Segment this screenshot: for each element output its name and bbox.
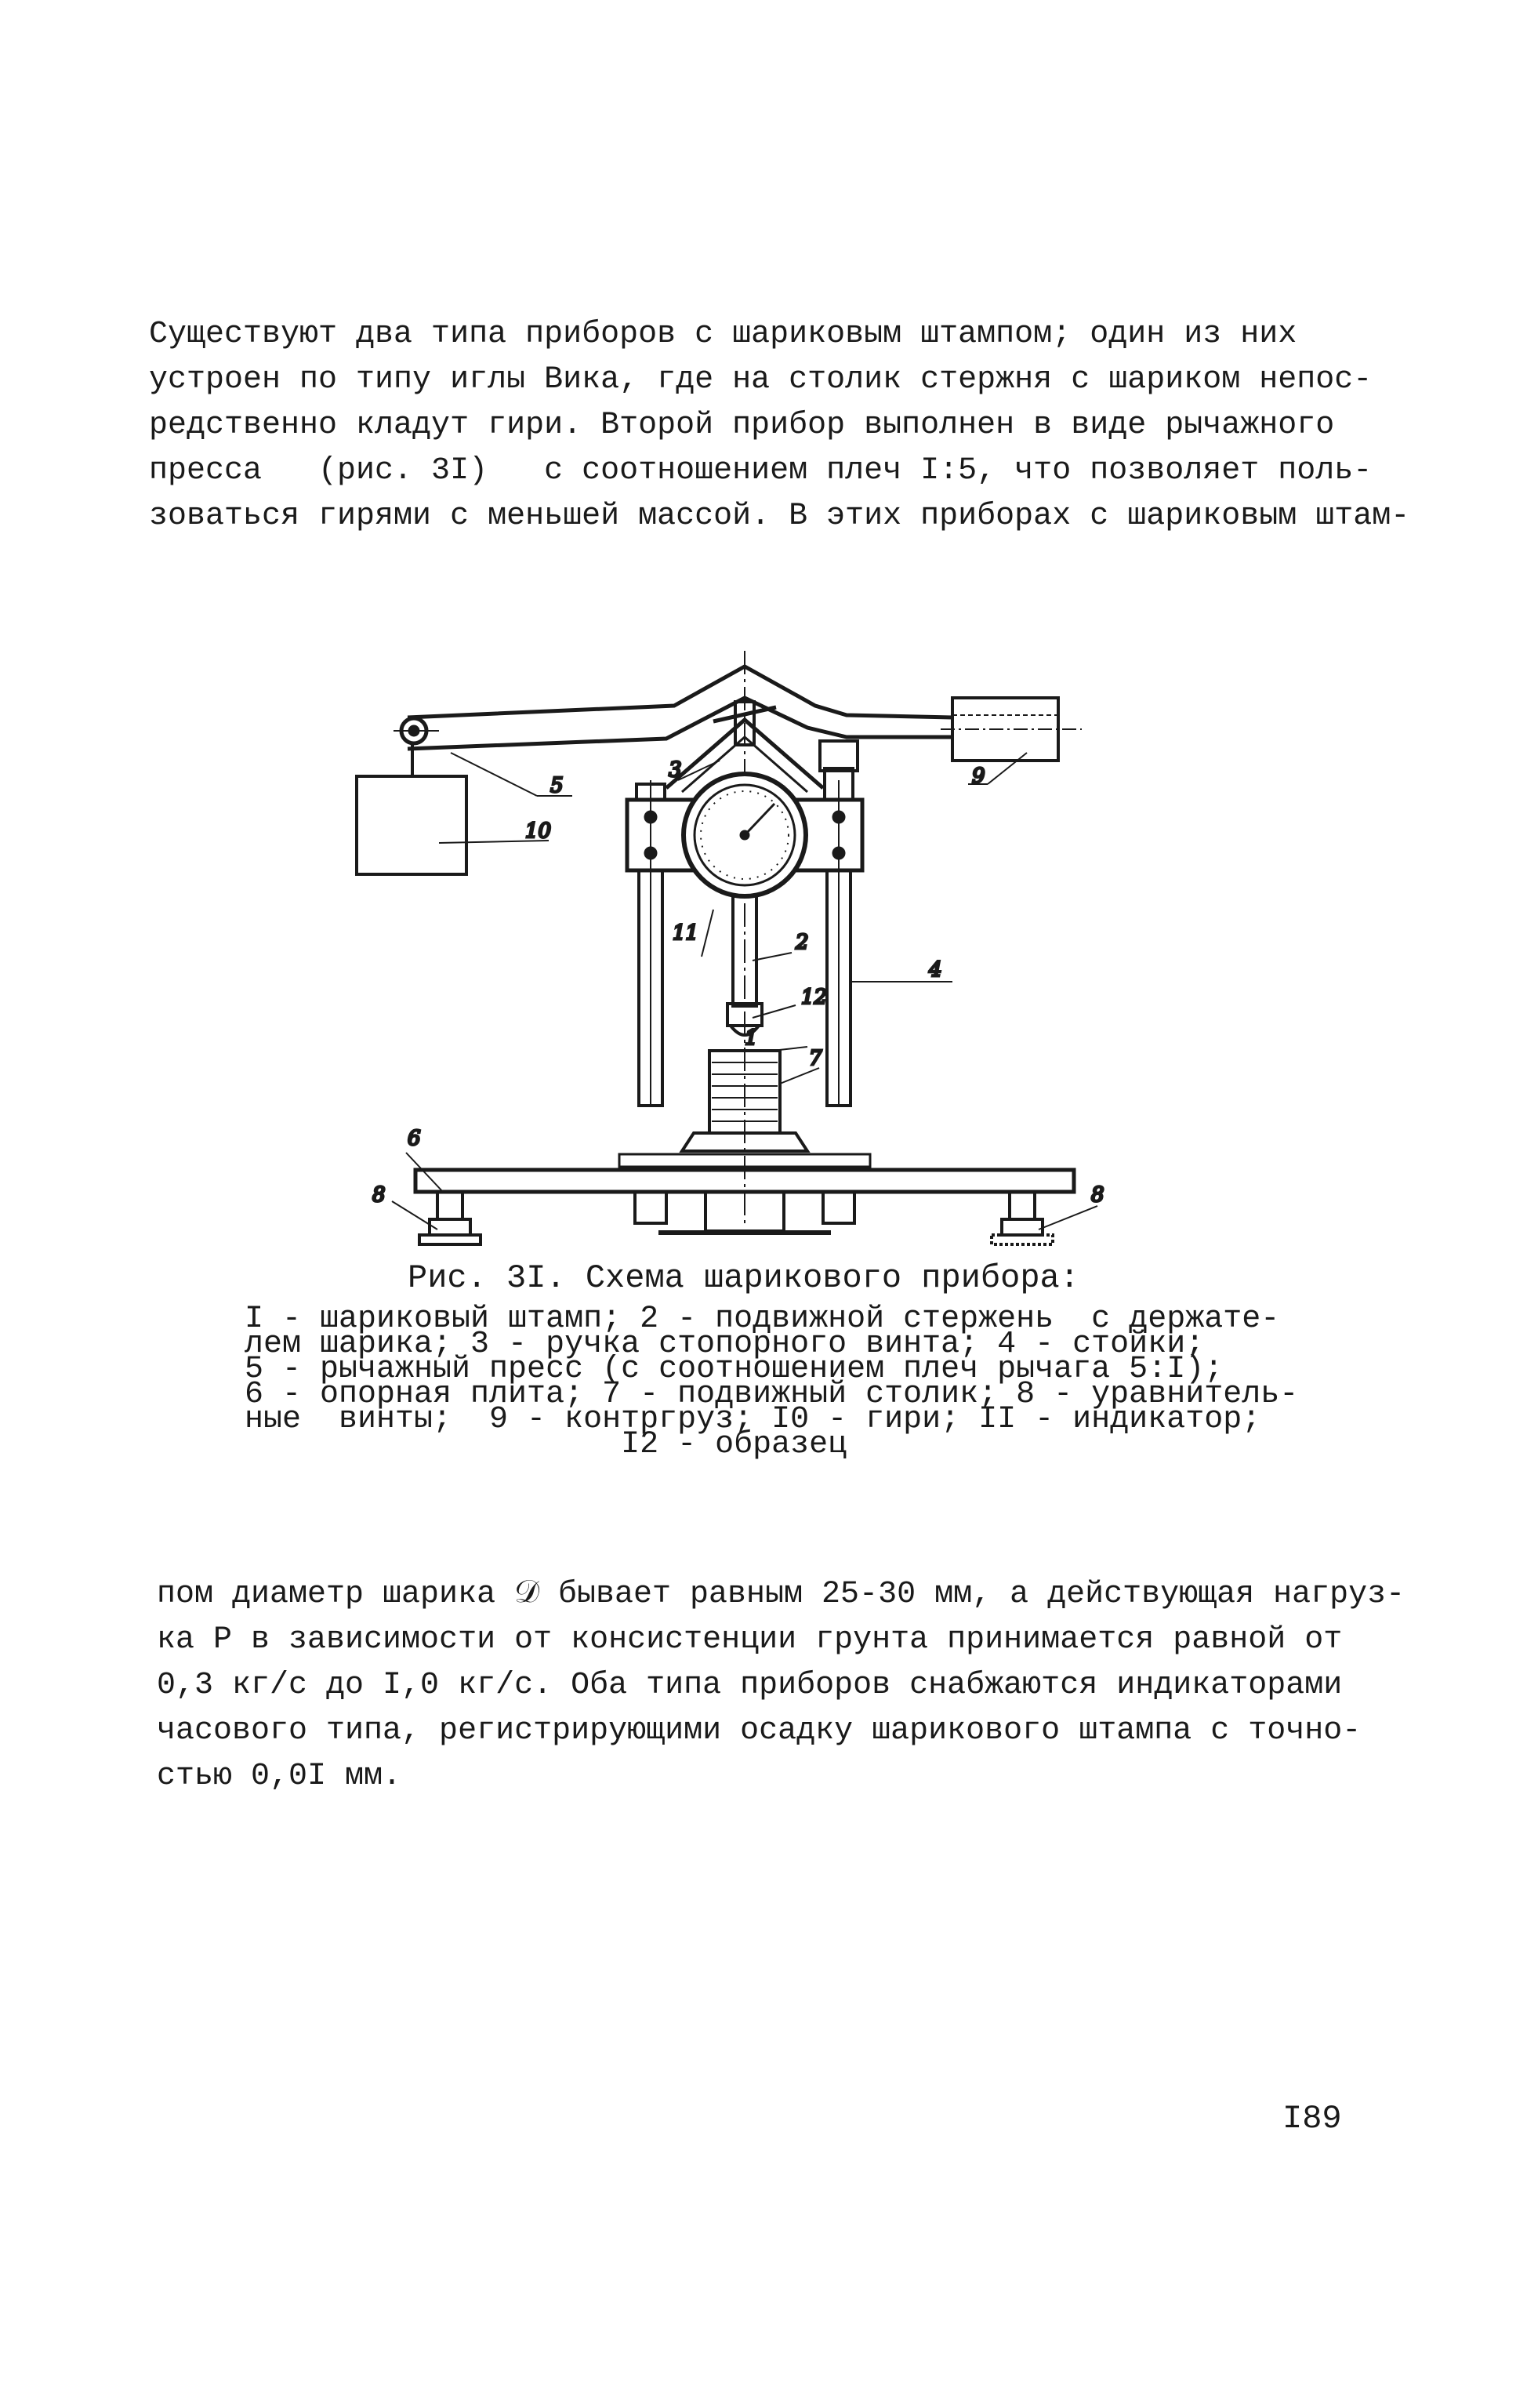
apparatus-schematic: [345, 643, 1144, 1247]
paragraph-bottom-line: часового типа, регистрирующими осадку шарикового штампа с точно-: [157, 1713, 1362, 1749]
levelling-screw-left: [419, 1192, 481, 1244]
figure-caption-title: Рис. 3I. Схема шарикового прибора:: [408, 1259, 1079, 1297]
paragraph-top-line: устроен по типу иглы Вика, где на столик стержня с шариком непос-: [149, 362, 1373, 398]
legend-line: I - шариковый штамп; 2 - подвижной стержень с держате-: [245, 1302, 1280, 1337]
paragraph-top-line: редственно кладут гири. Второй прибор выполнен в виде рычажного: [149, 408, 1335, 443]
label-10: 10: [525, 819, 552, 843]
paragraph-bottom-line: пом диаметр шарика 𝒟 бывает равным 25-30 мм, а действующая нагруз-: [157, 1577, 1405, 1612]
legend-line: ные винты; 9 - контргруз; I0 - гири; II - индикатор;: [245, 1402, 1261, 1437]
paragraph-bottom-line: ка Р в зависимости от консистенции грунта принимается равной от: [157, 1622, 1343, 1658]
weights: [357, 743, 466, 874]
label-4: 4: [929, 958, 942, 982]
paragraph-bottom: [157, 1572, 1405, 1800]
label-8-left: 8: [372, 1183, 386, 1207]
label-6: 6: [408, 1127, 421, 1150]
label-1: 1: [745, 1026, 758, 1050]
legend-line: лем шарика; 3 - ручка стопорного винта; 4 - стойки;: [245, 1327, 1205, 1362]
page-number: I89: [1282, 2100, 1342, 2137]
legend-line: 5 - рычажный пресс (с соотношением плеч рычага 5:I);: [245, 1352, 1224, 1387]
label-8-right: 8: [1091, 1183, 1104, 1207]
legend-line: I2 - образец: [245, 1427, 847, 1462]
label-3: 3: [669, 758, 682, 782]
label-2: 2: [796, 931, 809, 954]
paragraph-top-line: зоваться гирями с меньшей массой. В этих приборах с шариковым штам-: [149, 499, 1410, 534]
paragraph-bottom-line: стью 0,0I мм.: [157, 1759, 402, 1794]
label-11: 11: [673, 921, 699, 945]
dial-indicator: [684, 774, 806, 896]
counterweight: [941, 698, 1082, 761]
paragraph-top-line: Существуют два типа приборов с шариковым штампом; один из них: [149, 317, 1297, 352]
lever-arm: [394, 666, 952, 749]
label-12: 12: [801, 986, 828, 1009]
figure-caption-legend: [245, 1302, 1299, 1462]
label-5: 5: [550, 774, 564, 797]
levelling-screw-right: [992, 1192, 1053, 1244]
label-7: 7: [809, 1047, 822, 1070]
paragraph-top: [149, 312, 1409, 539]
paragraph-bottom-line: 0,3 кг/с до I,0 кг/с. Оба типа приборов снабжаются индикаторами: [157, 1668, 1343, 1703]
label-9: 9: [972, 765, 985, 788]
paragraph-top-line: пресса (рис. 3I) с соотношением плеч I:5, что позволяет поль-: [149, 453, 1373, 489]
legend-line: 6 - опорная плита; 7 - подвижный столик; 8 - уравнитель-: [245, 1377, 1299, 1412]
